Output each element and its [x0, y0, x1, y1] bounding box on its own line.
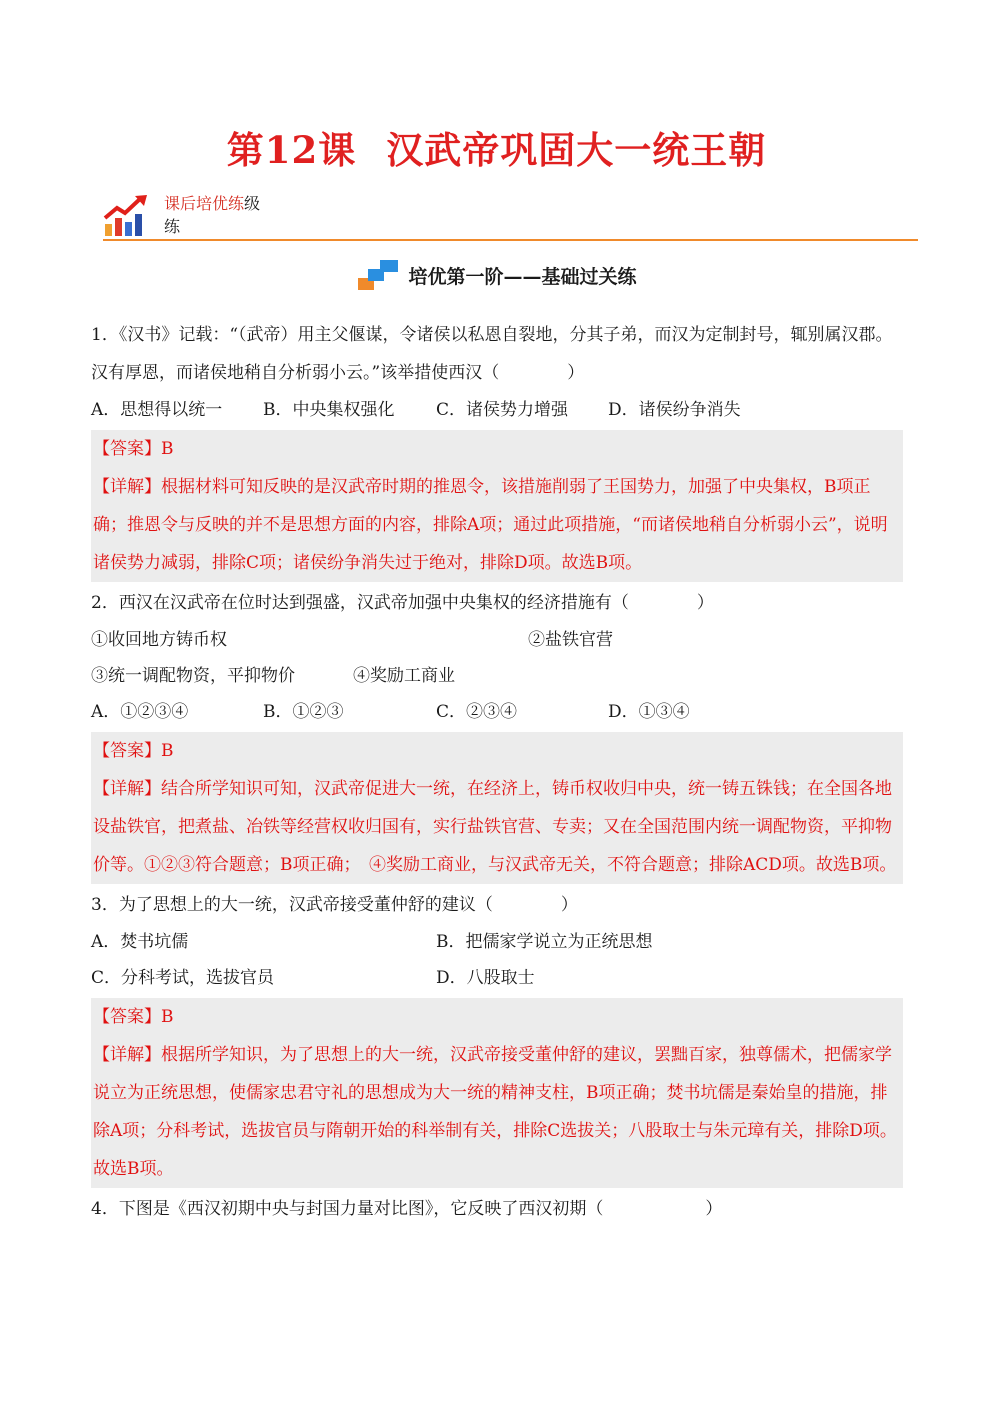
item-4: ④奖励工商业	[353, 666, 455, 686]
item-2: ②盐铁官营	[528, 630, 613, 650]
growth-chart-icon	[103, 194, 153, 238]
page-title	[0, 120, 993, 174]
answer-2: 【答案】B	[93, 741, 174, 761]
option-b: B．中央集权强化	[263, 400, 395, 420]
explanation-3: 【详解】根据所学知识，为了思想上的大一统，汉武帝接受董仲舒的建议，罢黜百家，独尊儒术，把儒家学说立为正统思想，使儒家忠君守礼的思想成为大一统的精神支柱，B项正确；焚书坑儒是秦始皇的措施，排除A项；分科考试，选拔官员与隋朝开始的科举制有关，排除C选拔关；八股取士与朱元璋有关，排除D项。故选B项。	[93, 1045, 897, 1179]
answer-block-2	[91, 732, 903, 884]
option-b: B．①②③	[263, 702, 344, 722]
option-c: C．分科考试，选拔官员	[91, 968, 275, 988]
header-divider	[103, 239, 918, 241]
question-4: 4．下图是《西汉初期中央与封国力量对比图》，它反映了西汉初期（ ）	[91, 1199, 723, 1219]
option-a: A．焚书坑儒	[91, 932, 189, 952]
item-1: ①收回地方铸币权	[91, 630, 227, 650]
question-2-items	[91, 622, 903, 658]
stage-heading	[0, 258, 993, 296]
question-2-items-row2	[91, 658, 903, 694]
explanation-1: 【详解】根据材料可知反映的是汉武帝时期的推恩令，该措施削弱了王国势力，加强了中央集权，B项正确；推恩令与反映的并不是思想方面的内容，排除A项；通过此项措施，“而诸侯地稍自分析弱小云”，说明诸侯势力减弱，排除C项；诸侯纷争消失过于绝对，排除D项。故选B项。	[93, 477, 888, 573]
header-label-red: 课后培优练	[164, 194, 245, 213]
title-main: 汉武帝巩固大一统王朝	[386, 128, 767, 172]
stairs-icon	[356, 258, 400, 292]
title-part1: 第	[226, 128, 265, 172]
explanation-2: 【详解】结合所学知识可知，汉武帝促进大一统，在经济上，铸币权收归中央，统一铸五铢钱；在全国各地设盐铁官，把煮盐、冶铁等经营权收归国有，实行盐铁官营、专卖；又在全国范围内统一调配物资，平抑物价等。①②③符合题意；B项正确； ④奖励工商业，与汉武帝无关，不符合题意；排除ACD项。故选B项。	[93, 779, 897, 875]
option-c: C．②③④	[436, 702, 518, 722]
answer-block-3	[91, 998, 903, 1188]
question-list	[91, 316, 903, 1228]
question-3-options-row1	[91, 924, 903, 960]
header-label-line2: 练	[164, 217, 181, 236]
option-a: A．①②③④	[91, 702, 189, 722]
question-1: 1．《汉书》记载：“（武帝）用主父偃谋，令诸侯以私恩自裂地，分其子弟，而汉为定制封号，辄别属汉郡。汉有厚恩，而诸侯地稍自分析弱小云。”该举措使西汉（ ）	[91, 325, 893, 383]
option-b: B．把儒家学说立为正统思想	[436, 932, 653, 952]
question-2: 2．西汉在汉武帝在位时达到强盛，汉武帝加强中央集权的经济措施有（ ）	[91, 593, 714, 613]
option-a: A．思想得以统一	[91, 400, 223, 420]
option-d: D．①③④	[608, 702, 690, 722]
section-header	[103, 188, 918, 244]
question-1-options	[91, 392, 903, 428]
question-3-options-row2	[91, 960, 903, 996]
header-label-tail: 级	[244, 194, 261, 213]
answer-block-1	[91, 430, 903, 582]
option-c: C．诸侯势力增强	[436, 400, 569, 420]
title-part2: 课	[318, 128, 357, 172]
title-num: 12	[264, 128, 319, 172]
question-2-options	[91, 694, 903, 730]
question-3: 3．为了思想上的大一统，汉武帝接受董仲舒的建议（ ）	[91, 895, 578, 915]
item-3: ③统一调配物资，平抑物价	[91, 666, 295, 686]
stage-title: 培优第一阶——基础过关练	[408, 265, 637, 288]
header-label	[164, 192, 284, 238]
answer-3: 【答案】B	[93, 1007, 174, 1027]
option-d: D．诸侯纷争消失	[608, 400, 741, 420]
option-d: D．八股取士	[436, 968, 535, 988]
answer-1: 【答案】B	[93, 439, 174, 459]
